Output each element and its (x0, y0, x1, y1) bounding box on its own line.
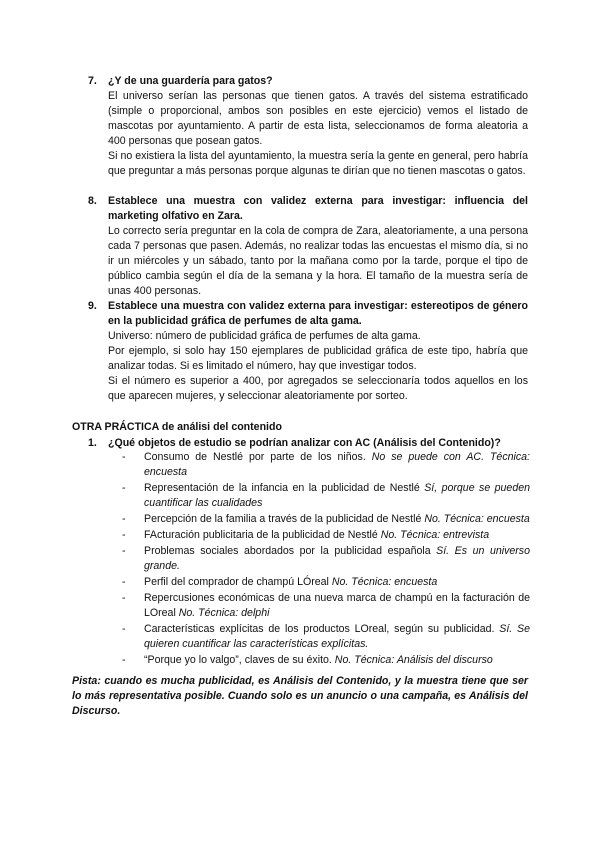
item-note: No se puede con AC. Técnica: encuesta (144, 451, 530, 478)
paragraph: Por ejemplo, si solo hay 150 ejemplares de publicidad gráfica de este tipo, habría que analizar todas. Si es limitado el número, hay que investigar todos. (108, 345, 528, 372)
item-note: No. Técnica: encuesta (424, 513, 530, 525)
paragraph: Lo correcto sería preguntar en la cola de compra de Zara, aleatoriamente, a una persona cada 7 personas que pasen. Además, no realizar todas las encuestas el mismo día, si no ir un miércoles y un sábado, tanto por la mañana como por la tarde, porque el tipo de público cambia según el día de la semana y la hora. El tamaño de la muestra sería de unas 400 personas. (108, 225, 528, 297)
question-title: ¿Y de una guardería para gatos? (108, 75, 273, 87)
item-text: Representación de la infancia en la publicidad de Nestlé (144, 482, 420, 494)
paragraph: Universo: número de publicidad gráfica de perfumes de alta gama. (108, 330, 421, 342)
question-1 (88, 436, 532, 451)
item-note: Sí. Es un universo grande. (144, 545, 530, 572)
item-text: FActuración publicitaria de la publicidad de Nestlé (144, 529, 378, 541)
question-number: 1. (88, 437, 97, 449)
list-item: - Repercusiones económicas de una nueva marca de champú en la facturación de LOreal No. Técnica: delphi (122, 592, 530, 619)
list-item: - Perfil del comprador de champú LÓreal No. Técnica: encuesta (122, 576, 438, 588)
question-title: ¿Qué objetos de estudio se podrían analizar con AC (Análisis del Contenido)? (108, 437, 501, 449)
item-text: Perfil del comprador de champú LÓreal (144, 576, 329, 588)
hint-paragraph: Pista: cuando es mucha publicidad, es Análisis del Contenido, y la muestra tiene que ser lo más representativa posible. Cuando solo es un anuncio o una campaña, es Análisis del Discurso. (72, 675, 528, 717)
item-note: No. Técnica: delphi (178, 607, 270, 619)
item-note: Sí. Se quieren cuantificar las características explícitas. (144, 623, 530, 650)
list-item: - Problemas sociales abordados por la publicidad española Sí. Es un universo grande. (122, 545, 530, 572)
item-text: Características explícitas de los productos LOreal, según su publicidad. (144, 623, 495, 635)
question-7 (88, 74, 528, 179)
question-number: 7. (88, 75, 97, 87)
section-title: OTRA PRÁCTICA de análisi del contenido (72, 421, 282, 433)
item-text: Percepción de la familia a través de la publicidad de Nestlé (144, 513, 422, 525)
list-item: - Representación de la infancia en la publicidad de Nestlé Sí, porque se pueden cuantificar las cualidades (122, 482, 530, 509)
item-text: “Porque yo lo valgo”, claves de su éxito. (144, 654, 332, 666)
item-text: Consumo de Nestlé por parte de los niños. (144, 451, 366, 463)
list-item: - Percepción de la familia a través de la publicidad de Nestlé No. Técnica: encuesta (122, 513, 530, 525)
list-item: - “Porque yo lo valgo”, claves de su éxito. No. Técnica: Análisis del discurso (122, 654, 493, 666)
study-objects-list (122, 450, 530, 669)
question-title: Establece una muestra con validez externa para investigar: estereotipos de género en la publicidad gráfica de perfumes de alta gama. (108, 300, 528, 327)
item-note: Sí, porque se pueden cuantificar las cualidades (144, 482, 530, 509)
item-note: No. Técnica: Análisis del discurso (334, 654, 493, 666)
question-number: 9. (88, 300, 97, 312)
question-9 (88, 299, 528, 404)
paragraph: El universo serían las personas que tienen gatos. A través del sistema estratificado (simple o proporcional, ambos son posibles en este ejercicio) vemos el listado de mascotas por ayuntamiento. A partir de esta lista, seleccionamos de forma aleatoria a 400 personas que posean gatos. (108, 90, 528, 147)
item-note: No. Técnica: entrevista (380, 529, 490, 541)
question-8 (88, 194, 528, 299)
list-item: - Características explícitas de los productos LOreal, según su publicidad. Sí. Se quieren cuantificar las características explícitas. (122, 623, 530, 650)
item-text: Problemas sociales abordados por la publicidad española (144, 545, 431, 557)
item-text: Repercusiones económicas de una nueva marca de champú en la facturación de LOreal (144, 592, 530, 619)
paragraph: Si el número es superior a 400, por agregados se seleccionaría todos aquellos en los que aparecen mujeres, y seleccionar aleatoriamente por sorteo. (108, 375, 528, 402)
item-note: No. Técnica: encuesta (331, 576, 438, 588)
list-item: - FActuración publicitaria de la publicidad de Nestlé No. Técnica: entrevista (122, 529, 490, 541)
question-title: Establece una muestra con validez externa para investigar: influencia del marketing olfativo en Zara. (108, 195, 528, 222)
question-number: 8. (88, 195, 97, 207)
paragraph: Si no existiera la lista del ayuntamiento, la muestra sería la gente en general, pero habría que preguntar a más personas porque algunas te dirían que no tienen mascotas o gatos. (108, 150, 528, 177)
list-item: - Consumo de Nestlé por parte de los niños. No se puede con AC. Técnica: encuesta (122, 451, 530, 478)
